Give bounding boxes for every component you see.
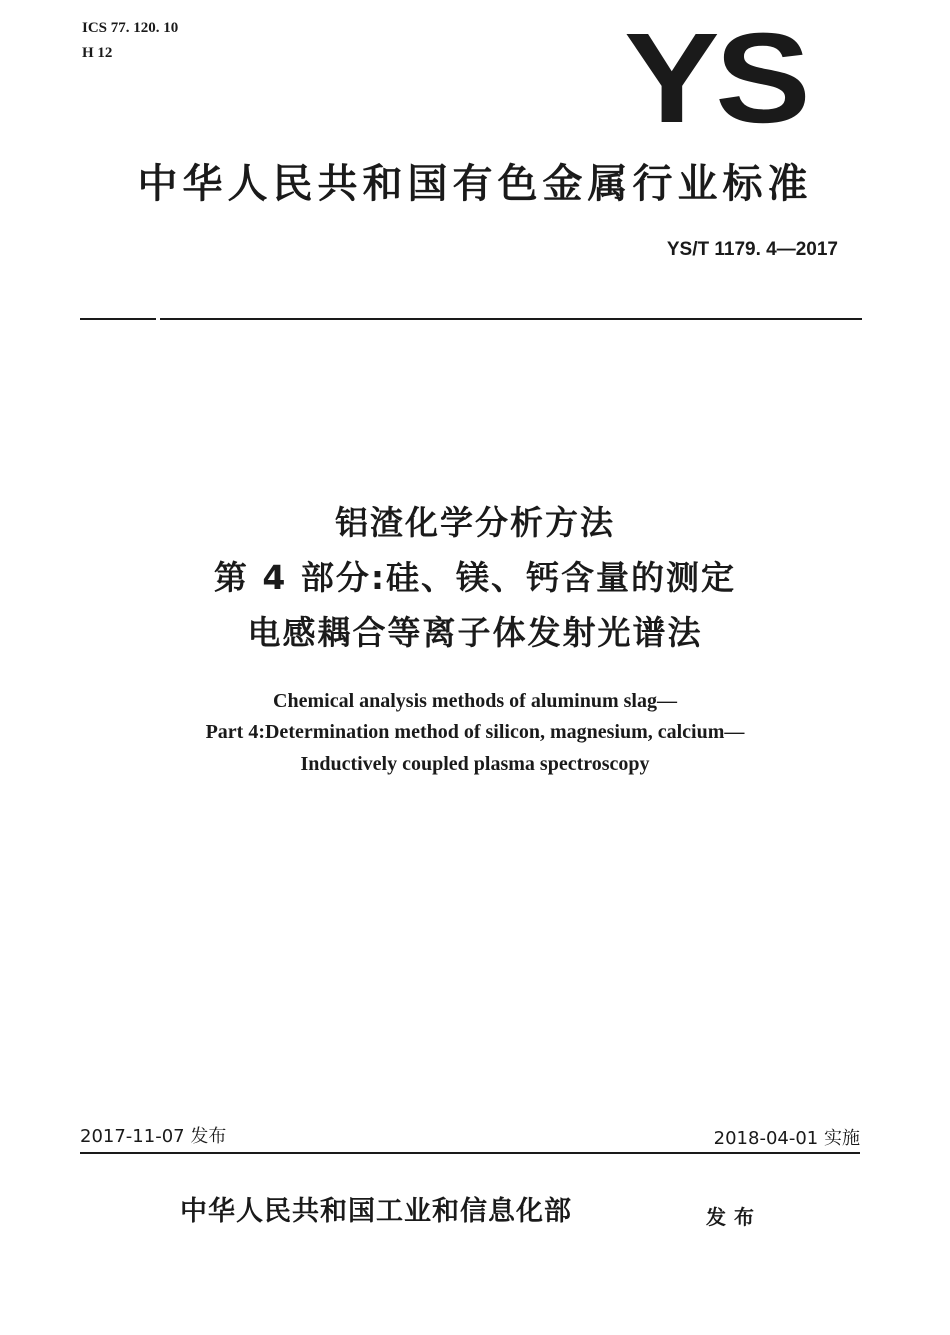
- publish-label: 发布: [706, 1205, 762, 1229]
- chinese-title-line-3: 电感耦合等离子体发射光谱法: [247, 613, 703, 652]
- publisher-name: 中华人民共和国工业和信息化部: [180, 1196, 572, 1227]
- standard-number: YS/T 1179. 4—2017: [666, 239, 838, 260]
- standard-title: 中华人民共和国有色金属行业标准: [137, 161, 813, 207]
- english-title-line-1: Chemical analysis methods of aluminum slag—: [273, 690, 677, 712]
- ics-code: ICS 77. 120. 10: [82, 20, 179, 36]
- header-divider: [80, 318, 862, 320]
- implementation-date: 2018-04-01 实施: [713, 1128, 860, 1149]
- footer-divider: [80, 1152, 860, 1154]
- issue-date: 2017-11-07 发布: [80, 1126, 227, 1147]
- ys-logo: YS: [624, 7, 807, 150]
- english-title-line-3: Inductively coupled plasma spectroscopy: [300, 753, 650, 775]
- chinese-title-line-1: 铝渣化学分析方法: [335, 503, 615, 542]
- ccs-code: H 12: [82, 45, 113, 61]
- chinese-title-line-2: 第 4 部分:硅、镁、钙含量的测定: [213, 558, 737, 597]
- english-title-line-2: Part 4:Determination method of silicon, magnesium, calcium—: [205, 721, 745, 743]
- header-divider-gap: [156, 316, 160, 322]
